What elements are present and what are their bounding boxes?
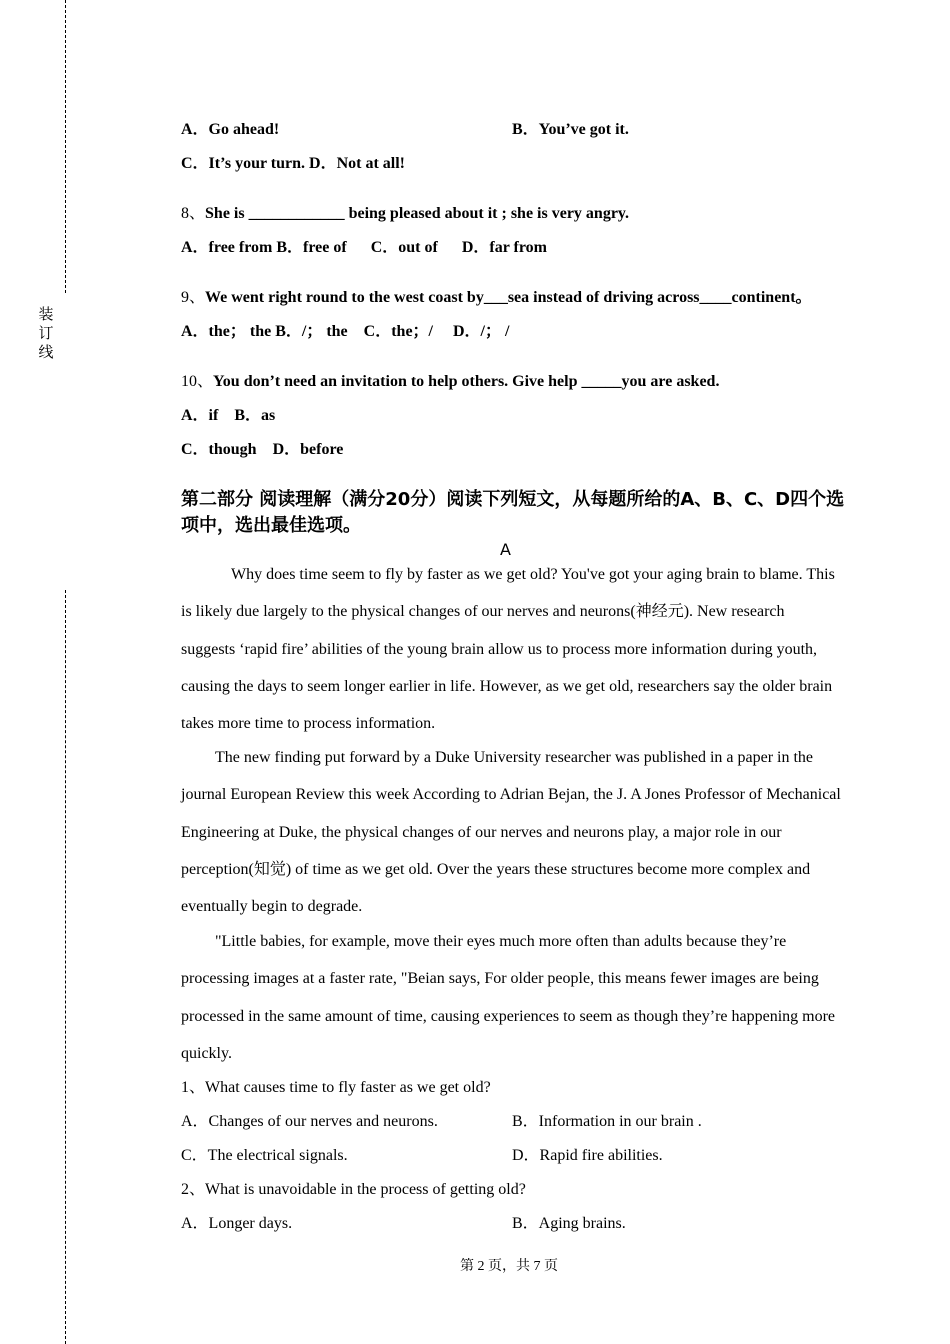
q9-number: 9、	[181, 289, 206, 306]
binding-label-char: 订	[38, 324, 54, 342]
q10-number: 10、	[181, 373, 214, 390]
q10-options-row2: C．though D．before	[181, 441, 344, 458]
passage-paragraph-2: The new finding put forward by a Duke University researcher was published in a paper in the journal European Review this week According to Adrian Bejan, the J. A Jones Professor of Mechanical Engineering at Duke, the physical changes of our nerves and neurons play, a major role in our perception(知觉) of time as we get old. Over the years these structures become more complex and eventually begin to degrade.	[181, 749, 841, 916]
question-1-option-a: A．Changes of our nerves and neurons.	[181, 1113, 438, 1130]
binding-line-bottom	[65, 590, 66, 1344]
question-2-option-a: A．Longer days.	[181, 1215, 293, 1232]
binding-label-char: 线	[38, 343, 54, 361]
q7-option-cd: C．It’s your turn. D．Not at all!	[181, 155, 405, 172]
question-1-stem: 1、What causes time to fly faster as we get old?	[181, 1079, 491, 1096]
passage-paragraph-3: "Little babies, for example, move their eyes much more often than adults because they’re processing images at a faster rate, "Beian says, For older people, this means fewer images are being processed in the same amount of time, causing experiences to seem as though they’re happening more quickly.	[181, 933, 836, 1062]
question-1-options-row1	[181, 1112, 702, 1132]
question-2-options-row1	[181, 1214, 626, 1234]
question-1-options-row2	[181, 1146, 663, 1166]
q8-text: She is ____________ being pleased about it ; she is very angry.	[205, 205, 630, 222]
question-2-stem: 2、What is unavoidable in the process of getting old?	[181, 1181, 526, 1198]
q8-number: 8、	[181, 205, 206, 222]
question-1-option-d: D．Rapid fire abilities.	[512, 1147, 663, 1164]
q7-option-b: B．You’ve got it.	[512, 121, 629, 138]
q7-option-a: A．Go ahead!	[181, 121, 280, 138]
question-1-option-b: B．Information in our brain .	[512, 1113, 702, 1130]
section-title: 第二部分 阅读理解（满分20分）阅读下列短文，从每题所给的A、B、C、D四个选项中，选出最佳选项。	[181, 489, 845, 536]
binding-label	[37, 305, 55, 362]
page-footer: 第 2 页，共 7 页	[460, 1259, 558, 1274]
q7-options-row1	[181, 120, 629, 140]
q9-options: A．the； the B．/； the C．the；/ D．/； /	[181, 323, 510, 340]
binding-line-top	[65, 0, 66, 293]
q9-text: We went right round to the west coast by___sea instead of driving across____continent。	[205, 289, 812, 306]
q10-stem	[181, 372, 719, 392]
q8-stem	[181, 204, 629, 224]
question-2-option-b: B．Aging brains.	[512, 1215, 626, 1232]
q9-stem	[181, 288, 812, 308]
question-1-option-c: C．The electrical signals.	[181, 1147, 348, 1164]
passage-label: A	[500, 540, 511, 559]
q10-text: You don’t need an invitation to help others. Give help _____you are asked.	[213, 373, 720, 390]
q8-options: A．free from B．free of C．out of D．far from	[181, 239, 547, 256]
binding-label-char: 装	[38, 305, 54, 323]
passage-paragraph-1: Why does time seem to fly by faster as we get old? You've got your aging brain to blame. This is likely due largely to the physical changes of our nerves and neurons(神经元). New research suggests ‘rapid fire’ abilities of the young brain allow us to process more information during youth, causing the days to seem longer earlier in life. However, as we get old, researchers say the older brain takes more time to process information.	[181, 566, 835, 733]
q10-options-row1: A．if B．as	[181, 407, 276, 424]
